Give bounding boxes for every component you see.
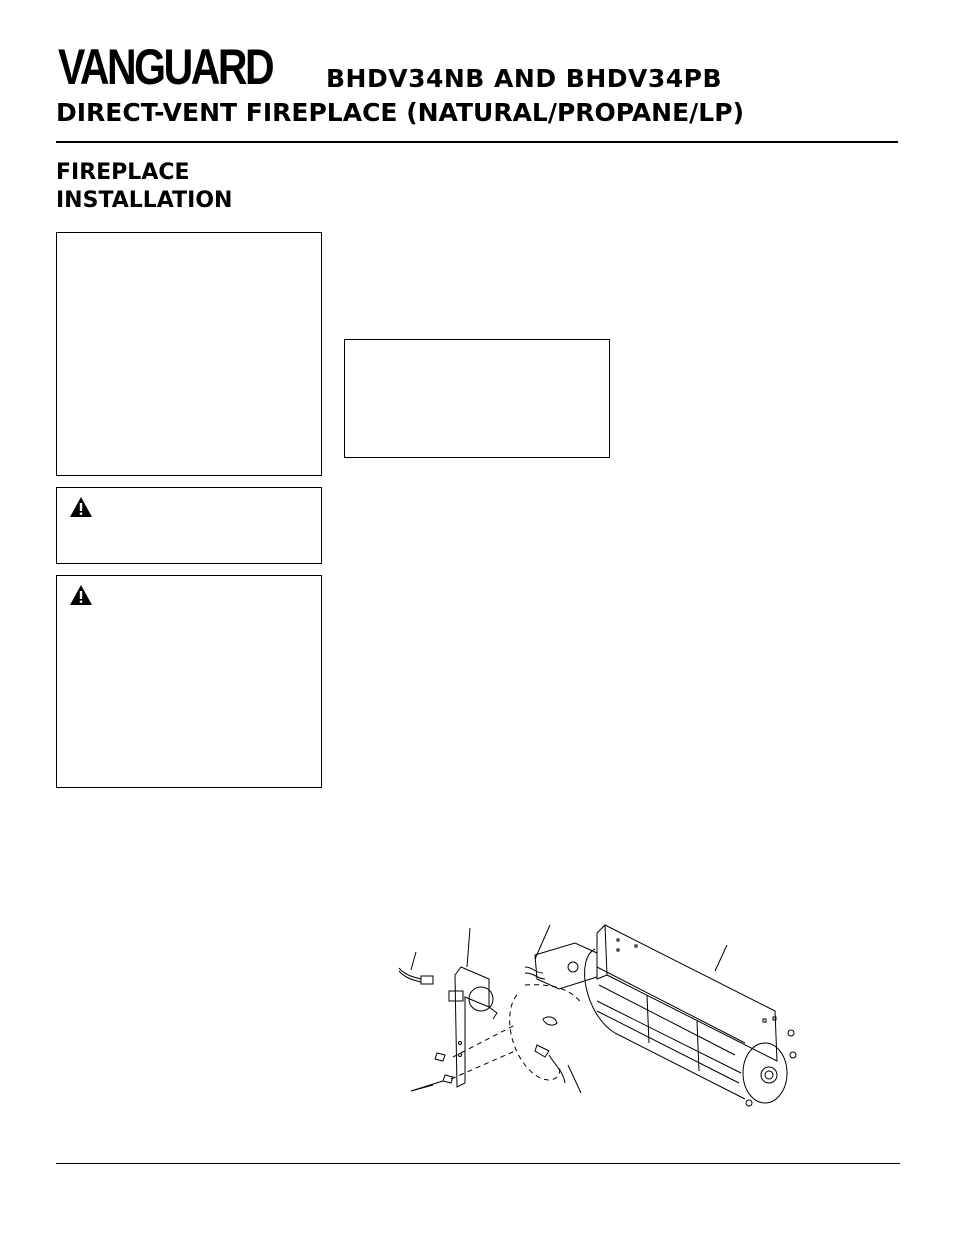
- warning-triangle-icon: [69, 584, 93, 606]
- wire: [525, 967, 543, 973]
- wire: [399, 971, 421, 982]
- header-divider: [56, 141, 898, 143]
- wire: [549, 1055, 565, 1083]
- wire: [399, 968, 421, 979]
- wire-connector: [421, 976, 433, 984]
- wire: [525, 973, 545, 979]
- leader-line: [411, 1081, 443, 1091]
- notice-box: [56, 232, 322, 476]
- footer-divider: [56, 1163, 900, 1164]
- leader-line: [411, 952, 416, 970]
- product-title: DIRECT-VENT FIREPLACE (NATURAL/PROPANE/LP): [56, 98, 744, 127]
- wire-connector: [535, 1045, 549, 1057]
- mounting-bracket: [455, 967, 489, 1087]
- model-title: BHDV34NB AND BHDV34PB: [326, 64, 723, 93]
- warning-box: [56, 575, 322, 788]
- brand-logo: VANGUARD: [58, 39, 273, 95]
- leader-line: [715, 945, 727, 971]
- blower-motor: [535, 943, 597, 989]
- notice-box: [344, 339, 610, 458]
- section-title: [56, 159, 356, 215]
- blower-wheel: [585, 949, 745, 1099]
- section-title-line-1: FIREPLACE: [56, 160, 190, 185]
- leader-line: [568, 1065, 581, 1093]
- blower-assembly-diagram: [385, 915, 815, 1120]
- wire-route: [510, 995, 560, 1080]
- warning-triangle-icon: [69, 496, 93, 518]
- screw: [435, 1053, 445, 1061]
- section-title-line-2: INSTALLATION: [56, 188, 233, 213]
- leader-line: [467, 928, 470, 967]
- warning-box: [56, 487, 322, 564]
- ring-terminal: [543, 1017, 557, 1025]
